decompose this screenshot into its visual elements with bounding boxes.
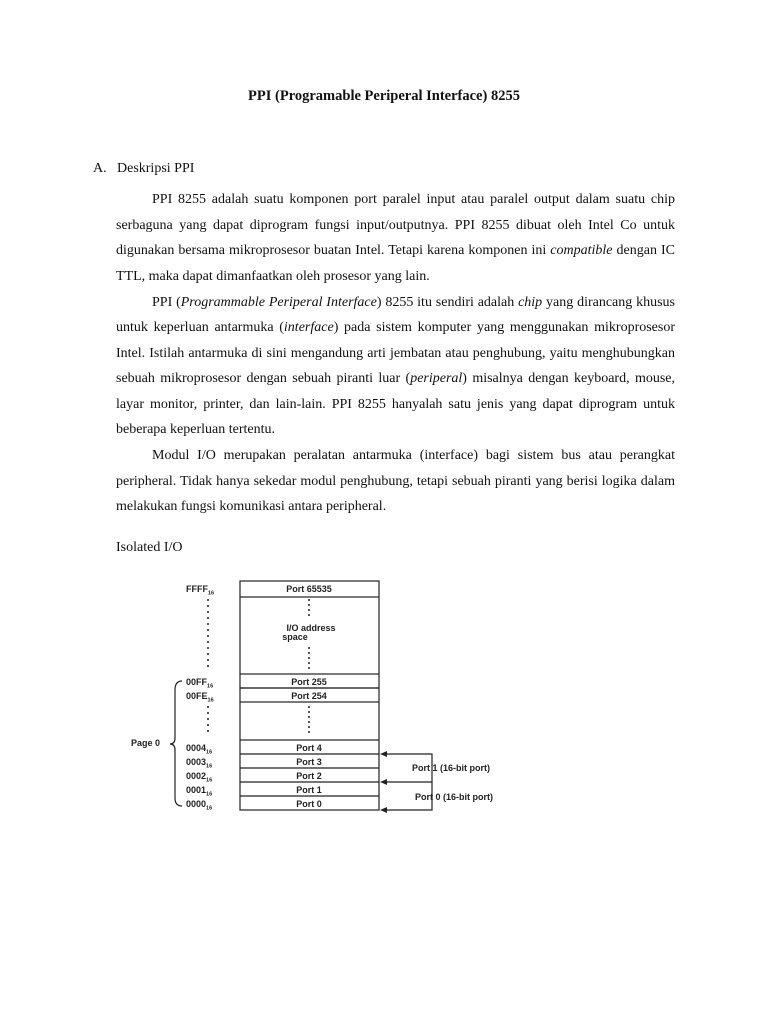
ellipsis-dot — [308, 609, 310, 611]
port-1-16bit-label: Port 1 (16-bit port) — [412, 763, 490, 773]
address-00fe: $00FE_{16}$ — [186, 691, 214, 704]
ellipsis-dot — [207, 647, 209, 649]
paragraph-3 — [116, 443, 675, 520]
section-heading-text: Deskripsi PPI — [117, 161, 195, 176]
ellipsis-dot — [207, 712, 209, 714]
text-run: yang dirancang khusus untuk keperluan antarmuka ( — [116, 294, 675, 335]
text-run: PPI ( — [152, 294, 181, 310]
subheading-isolated-io: Isolated I/O — [116, 540, 183, 555]
ellipsis-dot — [308, 706, 310, 708]
ellipsis-dots — [207, 599, 310, 733]
paragraph-1 — [116, 187, 675, 289]
arrowhead-port-4 — [380, 751, 387, 757]
paragraph-2 — [116, 290, 675, 443]
space-label-line-1: I/O address — [286, 623, 336, 633]
arrowhead-port-0 — [380, 807, 387, 813]
cell-port-255 — [240, 674, 379, 688]
space-label-line-2: space — [282, 632, 308, 642]
italic-term: periperal — [410, 371, 463, 386]
ellipsis-dot — [308, 657, 310, 659]
ellipsis-dot — [308, 726, 310, 728]
section-label: A. — [93, 161, 107, 176]
low-rows — [186, 743, 322, 812]
address-0001: $0001_{16}$ — [186, 785, 213, 798]
text-run: PPI 8255 adalah suatu komponen port paralel input atau paralel output dalam suatu chip serbaguna yang dapat diprogram fungsi input/outputnya. PPI 8255 dibuat oleh Intel Co untuk digunakan bersama mikroprosesor buatan Intel. Tetapi karena komponen ini — [116, 192, 675, 258]
port-0-arrow-line-bottom — [384, 796, 432, 810]
ellipsis-dot — [308, 667, 310, 669]
ellipsis-dot — [308, 652, 310, 654]
italic-term: interface — [283, 320, 334, 335]
ellipsis-dot — [207, 599, 209, 601]
address-0002: $0002_{16}$ — [186, 771, 213, 784]
page-0-brace — [170, 681, 182, 806]
ellipsis-dot — [207, 635, 209, 637]
ellipsis-dot — [207, 605, 209, 607]
ellipsis-dot — [308, 716, 310, 718]
cell-port-65535 — [240, 581, 379, 597]
italic-term: compatible — [550, 243, 613, 258]
address-0004: $0004_{16}$ — [186, 743, 213, 756]
ellipsis-dot — [207, 718, 209, 720]
page-0-label: Page 0 — [131, 738, 161, 748]
address-0003: $0003_{16}$ — [186, 757, 213, 770]
port-0-16bit-label: Port 0 (16-bit port) — [415, 792, 493, 802]
ellipsis-dot — [207, 730, 209, 732]
ellipsis-dot — [207, 611, 209, 613]
label-port-1: Port 1 — [296, 785, 322, 795]
text-run: ) pada sistem komputer yang menggunakan mikroprosesor Intel. Istilah antarmuka di sini mengandung arti jembatan atau penghubung, yaitu menghubungkan sebuah mikroprosesor dengan sebuah piranti luar ( — [116, 320, 675, 386]
address-ffff: $FFFF_{16}$ — [186, 584, 215, 597]
ellipsis-dot — [207, 617, 209, 619]
port-1-arrow-line-bottom — [384, 768, 432, 782]
ellipsis-dot — [207, 629, 209, 631]
ellipsis-dot — [308, 599, 310, 601]
ellipsis-dot — [308, 662, 310, 664]
ellipsis-dot — [207, 659, 209, 661]
page-title: PPI (Programable Periperal Interface) 8255 — [248, 88, 520, 104]
text-run: ) misalnya dengan keyboard, mouse, layar monitor, printer, dan lain-lain. PPI 8255 hanyalah satu jenis yang dapat diprogram untuk beberapa keperluan tertentu. — [116, 371, 676, 437]
label-port-3: Port 3 — [296, 757, 322, 767]
ellipsis-dot — [207, 641, 209, 643]
address-00ff: $00FF_{16}$ — [186, 677, 214, 690]
text-run: ) 8255 itu sendiri adalah — [376, 294, 519, 310]
ellipsis-dot — [308, 731, 310, 733]
label-port-255: Port 255 — [291, 677, 327, 687]
text-run: dengan IC TTL, maka dapat dimanfaatkan oleh prosesor yang lain. — [116, 243, 675, 284]
ellipsis-dot — [207, 665, 209, 667]
ellipsis-dot — [207, 706, 209, 708]
section-heading — [93, 161, 194, 177]
label-port-2: Port 2 — [296, 771, 322, 781]
ellipsis-dot — [207, 724, 209, 726]
ellipsis-dot — [207, 653, 209, 655]
italic-term: chip — [518, 294, 543, 310]
label-port-4: Port 4 — [296, 743, 322, 753]
arrowhead-port-2 — [380, 779, 387, 785]
label-port-0: Port 0 — [296, 799, 322, 809]
address-0000: $0000_{16}$ — [186, 799, 213, 812]
label-port-254: Port 254 — [291, 691, 327, 701]
port-1-arrow-line-top — [384, 754, 432, 768]
text-run: Modul I/O merupakan peralatan antarmuka (interface) bagi sistem bus atau perangkat peripheral. Tidak hanya sekedar modul penghubung, tetapi sebuah piranti yang berisi logika dalam melakukan fungsi komunikasi antara peripheral. — [116, 448, 675, 514]
cell-port-254 — [240, 688, 379, 702]
body-text — [116, 187, 675, 520]
ellipsis-dot — [308, 647, 310, 649]
ellipsis-dot — [308, 614, 310, 616]
italic-term: Programmable Periperal Interface — [180, 294, 377, 310]
label-port-65535: Port 65535 — [286, 584, 332, 594]
ellipsis-dot — [308, 721, 310, 723]
ellipsis-dot — [207, 623, 209, 625]
low-port-block — [240, 740, 379, 810]
ellipsis-dot — [308, 711, 310, 713]
ellipsis-dot — [308, 604, 310, 606]
